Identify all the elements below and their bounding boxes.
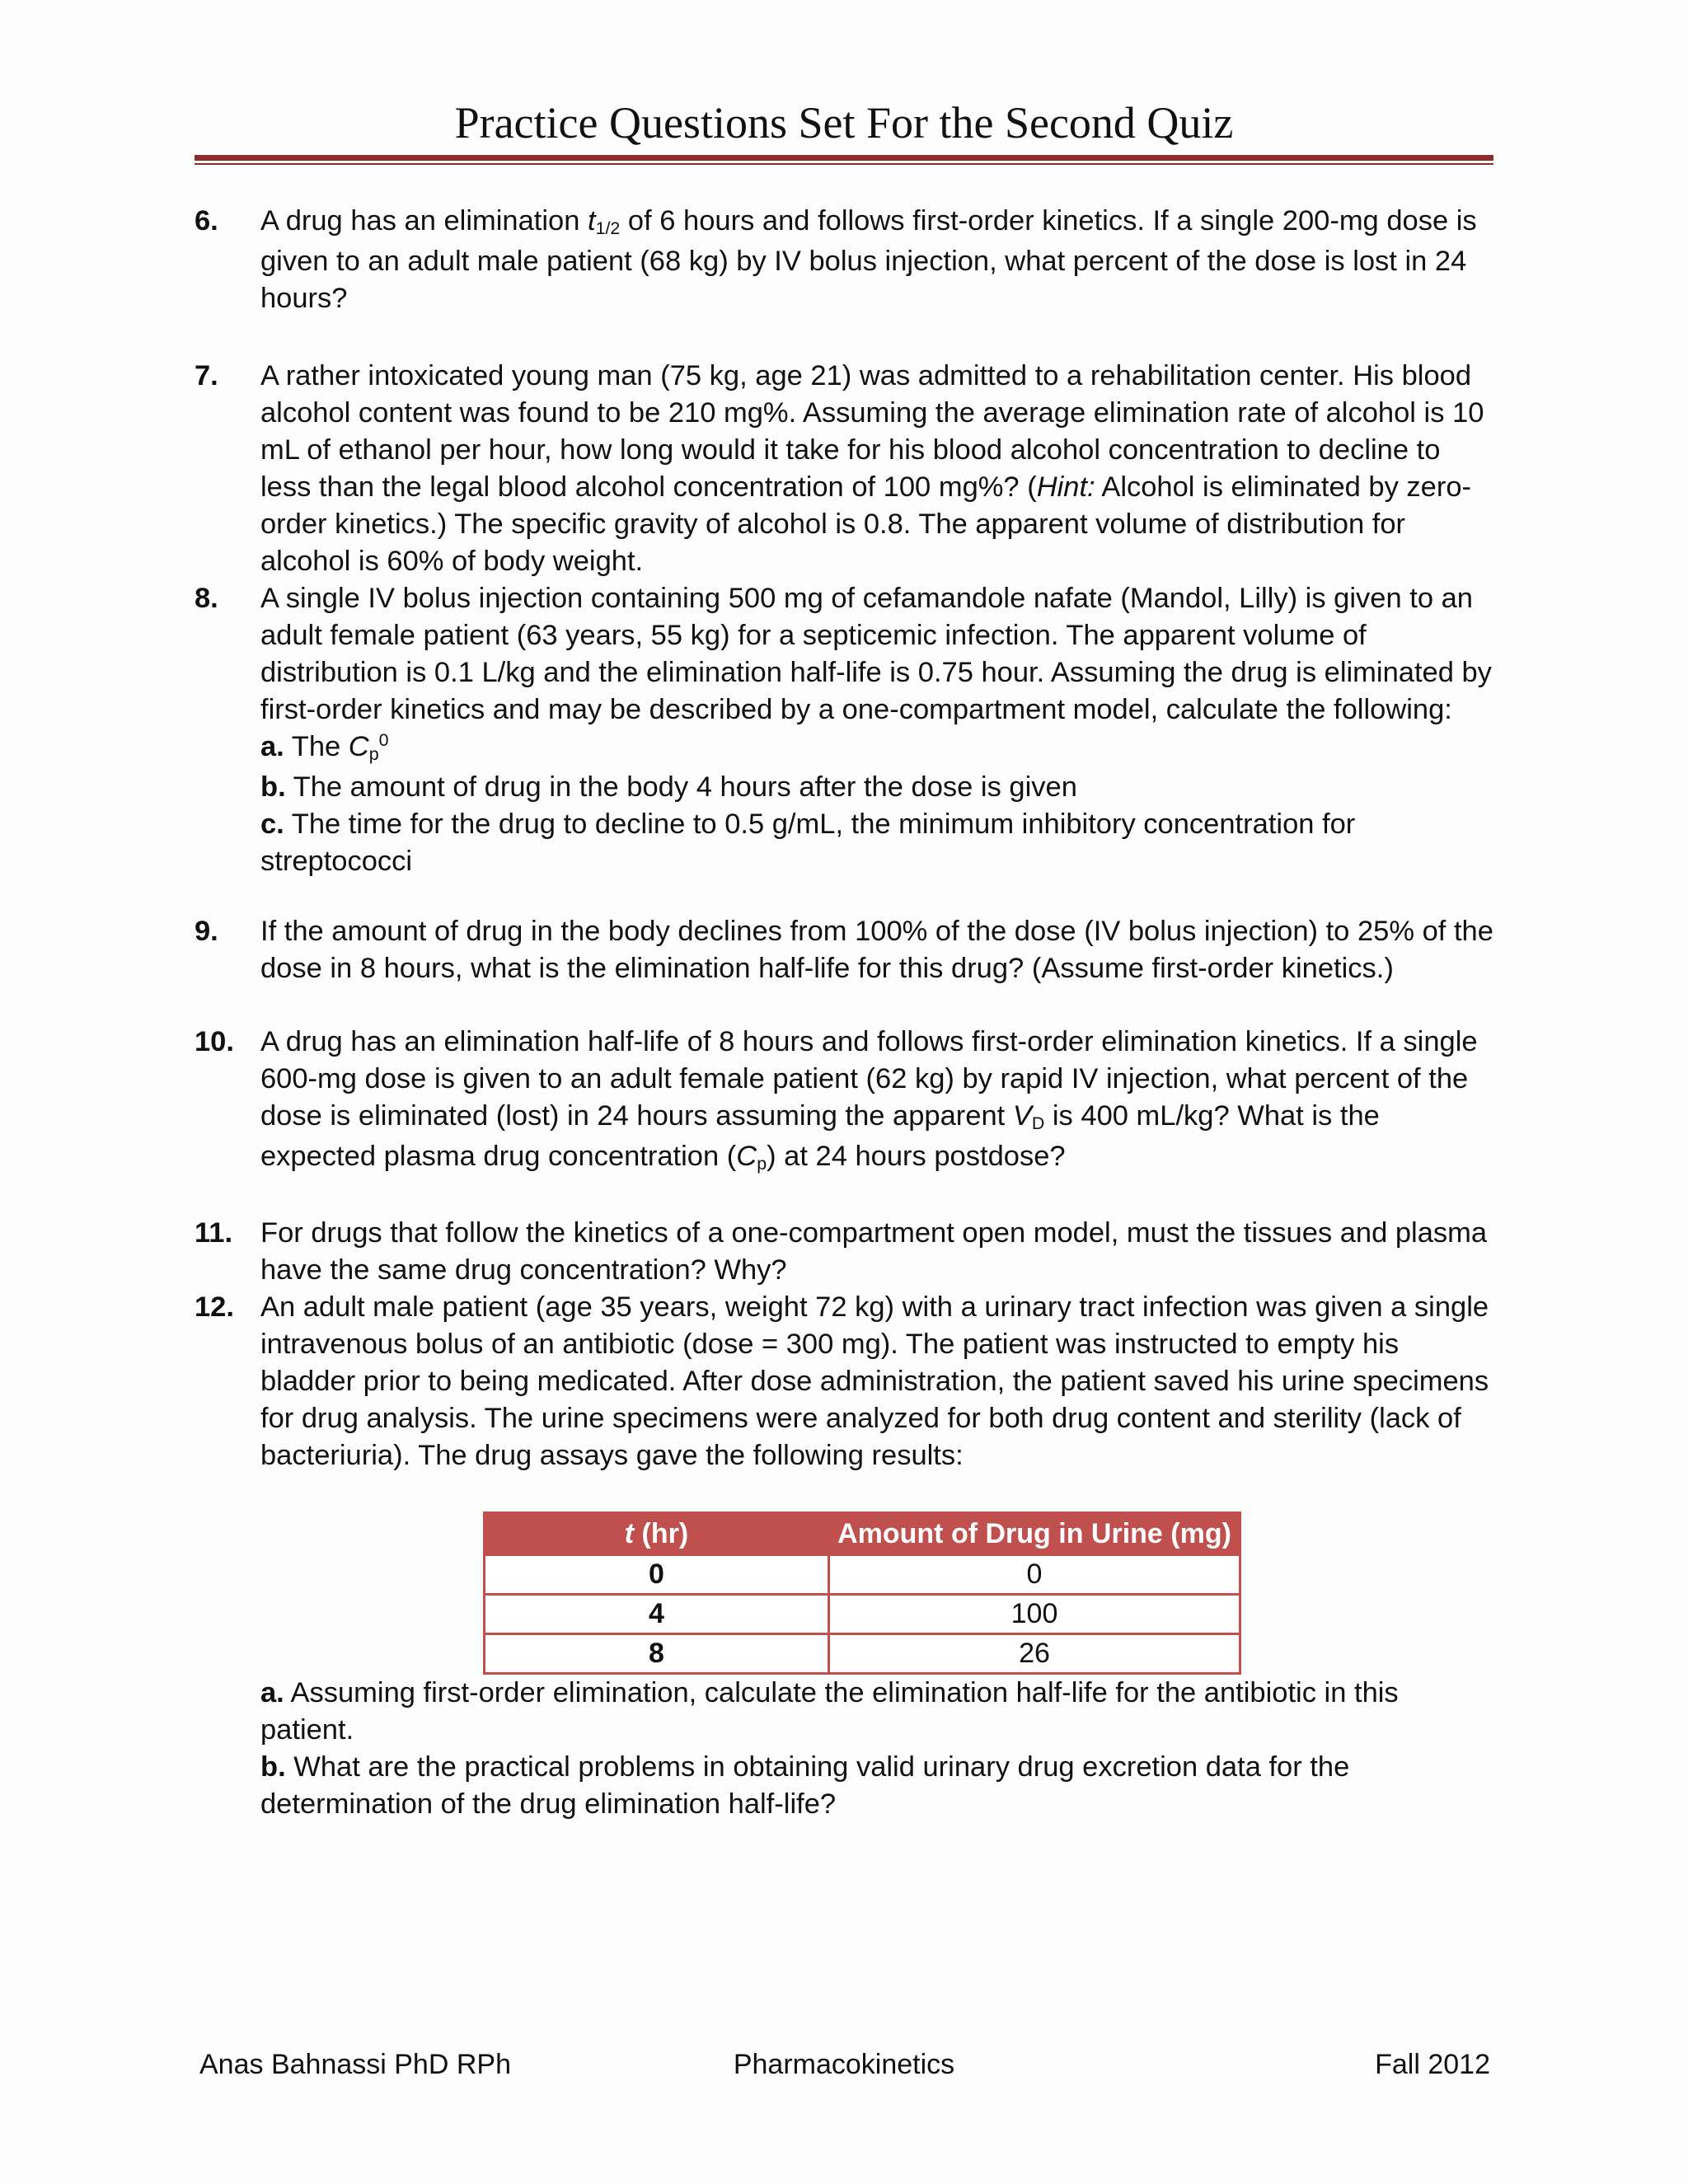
question-number: 7. — [195, 360, 218, 391]
question-number: 6. — [195, 205, 218, 237]
question-text: An adult male patient (age 35 years, weight 72 kg) with a urinary tract infection was given a single intravenous bolus of an antibiotic (dose = 300 mg). The patient was instructed to empty his bladder prior to being medicated. After dose administration, the patient saved his urine specimens for drug analysis. The urine specimens were analyzed for both drug content and sterility (lack of bacteriuria). The drug assays gave the following results: — [260, 1291, 1489, 1471]
question-text: A single IV bolus injection containing 500 mg of cefamandole nafate (Mandol, Lilly) is given to an adult female patient (63 years, 55 kg) for a septicemic infection. The apparent volume of distribution is 0.1 L/kg and the elimination half-life is 0.75 hour. Assuming the drug is eliminated by first-order kinetics and may be described by a one-compartment model, calculate the following: a. The Cp$^0$ b. The amount of drug in the body 4 hours after the dose is given c. The time for the drug to decline to 0.5 g/mL, the minimum inhibitory concentration for streptococci — [260, 580, 1497, 880]
title-rule-thin — [195, 163, 1493, 165]
footer-author: Anas Bahnassi PhD RPh — [199, 2049, 511, 2080]
sub-question-a: a. Assuming first-order elimination, calculate the elimination half-life for the antibiotic in this patient. — [260, 1677, 1399, 1746]
question-text: For drugs that follow the kinetics of a one-compartment open model, must the tissues and plasma have the same drug concentration? Why? — [260, 1217, 1488, 1286]
t-symbol: t — [588, 205, 596, 237]
question-number: 12. — [195, 1291, 234, 1323]
question-text: A drug has an elimination half-life of 8 hours and follows first-order elimination kinetics. If a single 600-mg dose is given to an adult female patient (62 kg) by rapid IV injection, what percent of the dose is eliminated (lost) in 24 hours assuming the apparent VD is 400 mL/kg? What is the expected plasma drug concentration (Cp) at 24 hours postdose? — [260, 1026, 1478, 1174]
cell-time: 4 — [485, 1595, 829, 1634]
question-text: A rather intoxicated young man (75 kg, age 21) was admitted to a rehabilitation center. His blood alcohol content was found to be 210 mg%. Assuming the average elimination rate of alcohol is 10 mL of ethanol per hour, how long would it take for his blood alcohol concentration to decline to less than the legal blood alcohol concentration of 100 mg%? (Hint: Alcohol is eliminated by zero-order kinetics.) The specific gravity of alcohol is 0.8. The apparent volume of distribution for alcohol is 60% of body weight. — [260, 360, 1484, 577]
question-text: If the amount of drug in the body declines from 100% of the dose (IV bolus injection) to 25% of the dose in 8 hours, what is the elimination half-life for this drug? (Assume first-order kinetics.) — [260, 916, 1493, 984]
question-number: 10. — [195, 1026, 234, 1057]
sub-question-b: b. What are the practical problems in obtaining valid urinary drug excretion data for the determination of the drug elimination half-life? — [260, 1751, 1350, 1820]
column-header-time: t (hr) — [485, 1513, 829, 1555]
sub-question-c: c. The time for the drug to decline to 0.5 g/mL, the minimum inhibitory concentration for streptococci — [260, 808, 1356, 877]
cell-amount: 26 — [829, 1634, 1240, 1674]
footer-course: Pharmacokinetics — [733, 2049, 955, 2080]
question-number: 8. — [195, 583, 218, 614]
table-row — [485, 1595, 1240, 1634]
urine-results-table — [483, 1511, 1241, 1675]
cell-amount: 100 — [829, 1595, 1240, 1634]
hint-label: Hint: — [1036, 471, 1095, 503]
cell-time: 0 — [485, 1555, 829, 1595]
question-text: A drug has an elimination t1/2 of 6 hours and follows first-order kinetics. If a single 200-mg dose is given to an adult male patient (68 kg) by IV bolus injection, what percent of the dose is lost in 24 hours? — [260, 205, 1477, 314]
table-row — [485, 1555, 1240, 1595]
cell-time: 8 — [485, 1634, 829, 1674]
table-row — [485, 1634, 1240, 1674]
question-12-subquestions — [260, 1675, 1497, 1823]
column-header-amount: Amount of Drug in Urine (mg) — [829, 1513, 1240, 1555]
page-title: Practice Questions Set For the Second Quiz — [454, 98, 1234, 148]
title-rule-thick — [195, 155, 1493, 161]
footer-term: Fall 2012 — [1375, 2049, 1490, 2080]
sub-question-b: b. The amount of drug in the body 4 hours after the dose is given — [260, 771, 1077, 803]
sub-question-a: a. The Cp$^0$ — [260, 730, 389, 765]
question-number: 11. — [195, 1217, 233, 1249]
question-number: 9. — [195, 916, 218, 947]
cell-amount: 0 — [829, 1555, 1240, 1595]
table-header-row — [485, 1513, 1240, 1555]
